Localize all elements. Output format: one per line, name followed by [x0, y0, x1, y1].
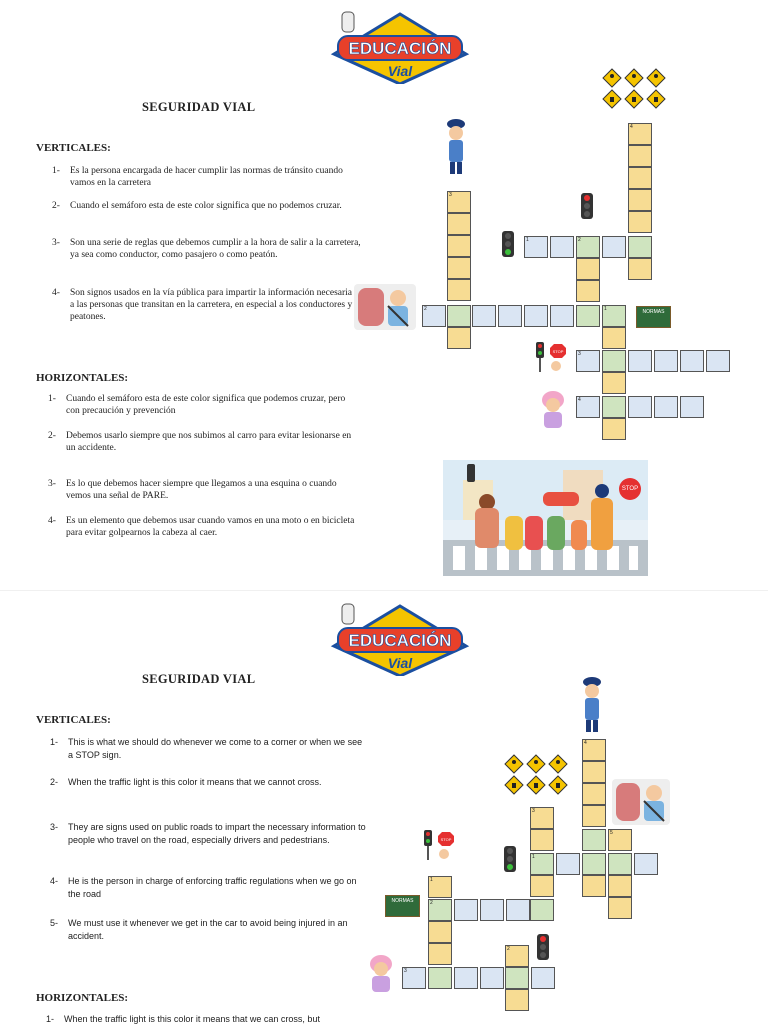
clue-vertical-2: 2- Cuando el semáforo esta de este color significa que no podemos cruzar.	[52, 201, 342, 211]
crossword-cell[interactable]	[447, 257, 471, 279]
crossword-cell[interactable]	[428, 967, 452, 989]
crossword-cell[interactable]	[628, 145, 652, 167]
crossword-cell[interactable]	[530, 899, 554, 921]
crossword-cell[interactable]	[602, 350, 626, 372]
crossword-cell[interactable]	[602, 372, 626, 394]
crossword-cell[interactable]	[582, 829, 606, 851]
crossword-cell[interactable]	[602, 236, 626, 258]
crossword-cell[interactable]	[706, 350, 730, 372]
crossword-cell[interactable]	[582, 805, 606, 827]
crosswalk-illustration	[443, 460, 648, 576]
crossword-cell[interactable]	[654, 396, 678, 418]
crossword-cell[interactable]: 2	[422, 305, 446, 327]
clue-vertical-1: 1- This is what we should do whenever we come to a corner or when we see a STOP sign.	[50, 737, 363, 760]
crossword-cell[interactable]	[602, 327, 626, 349]
crossword-cell[interactable]: 3	[447, 191, 471, 213]
crossword-cell[interactable]: 4	[582, 739, 606, 761]
crossword-cell[interactable]	[608, 853, 632, 875]
crossword-cell[interactable]	[628, 236, 652, 258]
road-signs-icon	[504, 754, 568, 796]
crossword-cell[interactable]	[428, 943, 452, 965]
crossword-cell[interactable]: 1	[530, 853, 554, 875]
stop-sign: STOP	[619, 478, 641, 500]
crossword-cell[interactable]	[608, 897, 632, 919]
crossword-cell[interactable]	[576, 305, 600, 327]
crossword-cell[interactable]: 3	[576, 350, 600, 372]
page-title: SEGURIDAD VIAL	[142, 100, 256, 114]
crossword-cell[interactable]	[634, 853, 658, 875]
normas-board-icon	[636, 306, 671, 328]
seatbelt-icon	[612, 779, 670, 825]
crossword-cell[interactable]	[550, 236, 574, 258]
crossword-cell[interactable]	[447, 327, 471, 349]
crossword-cell[interactable]	[628, 189, 652, 211]
logo-text-vial: Vial	[387, 63, 413, 79]
logo-text-educacion: EDUCACIÓN	[348, 39, 452, 58]
crossword-cell[interactable]: 1	[524, 236, 548, 258]
page-title: SEGURIDAD VIAL	[142, 672, 256, 686]
clue-vertical-4: 4- He is the person in charge of enforcing traffic regulations when we go on the road	[50, 876, 357, 899]
crossword-cell[interactable]: 4	[576, 396, 600, 418]
crossword-cell[interactable]	[447, 213, 471, 235]
crossword-cell[interactable]: 3	[402, 967, 426, 989]
helmet-girl-icon	[366, 954, 396, 994]
horizontales-heading: HORIZONTALES:	[36, 372, 129, 384]
crossword-cell[interactable]	[628, 396, 652, 418]
crossword-cell[interactable]: 1	[428, 876, 452, 898]
crossword-cell[interactable]	[628, 350, 652, 372]
crossword-cell[interactable]	[447, 305, 471, 327]
crossword-cell[interactable]	[505, 989, 529, 1011]
crossword-cell[interactable]	[530, 829, 554, 851]
helmet-girl-icon	[538, 390, 568, 430]
crossword-cell[interactable]: 2	[576, 236, 600, 258]
crossword-cell[interactable]	[576, 280, 600, 302]
crossword-cell[interactable]	[428, 921, 452, 943]
crossword-cell[interactable]	[582, 853, 606, 875]
crossword-cell[interactable]	[506, 899, 530, 921]
crossword-cell[interactable]	[550, 305, 574, 327]
crossword-cell[interactable]: 3	[530, 807, 554, 829]
crossword-cell[interactable]	[524, 305, 548, 327]
crossword-cell[interactable]	[498, 305, 522, 327]
crossword-cell[interactable]	[582, 875, 606, 897]
crossword-cell[interactable]	[530, 875, 554, 897]
clue-vertical-3: 3- Son una serie de reglas que debemos cumplir a la hora de salir a la carretera, ya sea como conductor, como pasajero o como peatón.	[52, 238, 361, 260]
crossword-cell[interactable]	[628, 167, 652, 189]
verticales-heading: VERTICALES:	[36, 142, 111, 154]
traffic-light-icon	[535, 934, 551, 964]
crossword-cell[interactable]	[505, 967, 529, 989]
traffic-light-icon	[500, 231, 516, 261]
clue-vertical-2: 2- When the traffic light is this color it means that we cannot cross.	[50, 777, 322, 787]
crossword-cell[interactable]: 2	[428, 899, 452, 921]
verticales-heading: VERTICALES:	[36, 714, 111, 726]
seatbelt-icon	[354, 284, 416, 330]
normas-label: NORMAS	[642, 309, 665, 315]
clue-horizontal-4: 4- Es un elemento que debemos usar cuando vamos en una moto o en bicicleta para evitar golpearnos la cabeza al caer.	[48, 516, 355, 538]
logo-text-educacion: EDUCACIÓN	[348, 631, 452, 650]
stop-sign-icon	[420, 828, 458, 862]
clue-horizontal-2: 2- Debemos usarlo siempre que nos subimos al carro para evitar lesionarse en un accidente.	[48, 431, 352, 453]
crossword-cell[interactable]	[628, 211, 652, 233]
normas-label: NORMAS	[391, 898, 414, 904]
clue-vertical-4: 4- Son signos usados en la vía pública para impartir la información necesaria a las personas que transitan en la carretera, en especial a los conductores y peatones.	[52, 288, 353, 322]
crossword-cell[interactable]	[472, 305, 496, 327]
clue-vertical-1: 1- Es la persona encargada de hacer cumplir las normas de tránsito cuando vamos en la carretera	[52, 166, 343, 188]
clue-vertical-3: 3- They are signs used on public roads to impart the necessary information to people who travel on the road, especially drivers and pedestrians.	[50, 822, 366, 845]
svg-text:STOP: STOP	[552, 349, 564, 354]
clue-vertical-5: 5- We must use it whenever we get in the car to avoid being injured in an accident.	[50, 918, 348, 941]
road-signs-icon	[602, 68, 666, 110]
horizontales-heading: HORIZONTALES:	[36, 992, 129, 1004]
crossword-cell[interactable]	[608, 875, 632, 897]
crossword-cell[interactable]	[576, 258, 600, 280]
officer-icon	[580, 676, 604, 734]
educacion-vial-logo	[328, 8, 472, 84]
crossword-cell[interactable]	[602, 418, 626, 440]
crossword-cell[interactable]	[602, 396, 626, 418]
crossword-cell[interactable]: 5	[608, 829, 632, 851]
svg-text:STOP: STOP	[440, 837, 452, 842]
crossword-cell[interactable]	[680, 350, 704, 372]
clue-horizontal-1: 1- When the traffic light is this color it means that we can cross, but	[46, 1014, 320, 1024]
crossword-cell[interactable]	[480, 967, 504, 989]
crossword-cell[interactable]	[680, 396, 704, 418]
normas-board-icon	[385, 895, 420, 917]
crossword-cell[interactable]: 4	[628, 123, 652, 145]
crossword-cell[interactable]: 2	[505, 945, 529, 967]
traffic-light-icon	[579, 193, 595, 223]
crossword-cell[interactable]	[447, 235, 471, 257]
officer-icon	[444, 118, 468, 176]
crossword-cell[interactable]: 1	[602, 305, 626, 327]
crossword-cell[interactable]	[556, 853, 580, 875]
crossword-cell[interactable]	[628, 258, 652, 280]
crossword-cell[interactable]	[454, 899, 478, 921]
logo-text-vial: Vial	[387, 655, 413, 671]
crossword-cell[interactable]	[454, 967, 478, 989]
traffic-light-icon	[502, 846, 518, 876]
clue-horizontal-1: 1- Cuando el semáforo esta de este color significa que podemos cruzar, pero con precaución y prevención	[48, 394, 346, 416]
educacion-vial-logo	[328, 600, 472, 676]
crossword-cell[interactable]	[531, 967, 555, 989]
clue-horizontal-3: 3- Es lo que debemos hacer siempre que llegamos a una esquina o cuando vemos una señal de PARE.	[48, 479, 337, 501]
crossword-cell[interactable]	[480, 899, 504, 921]
crossword-cell[interactable]	[654, 350, 678, 372]
crossword-cell[interactable]	[582, 761, 606, 783]
stop-sign-icon	[532, 340, 570, 374]
crossword-cell[interactable]	[582, 783, 606, 805]
crossword-cell[interactable]	[447, 279, 471, 301]
